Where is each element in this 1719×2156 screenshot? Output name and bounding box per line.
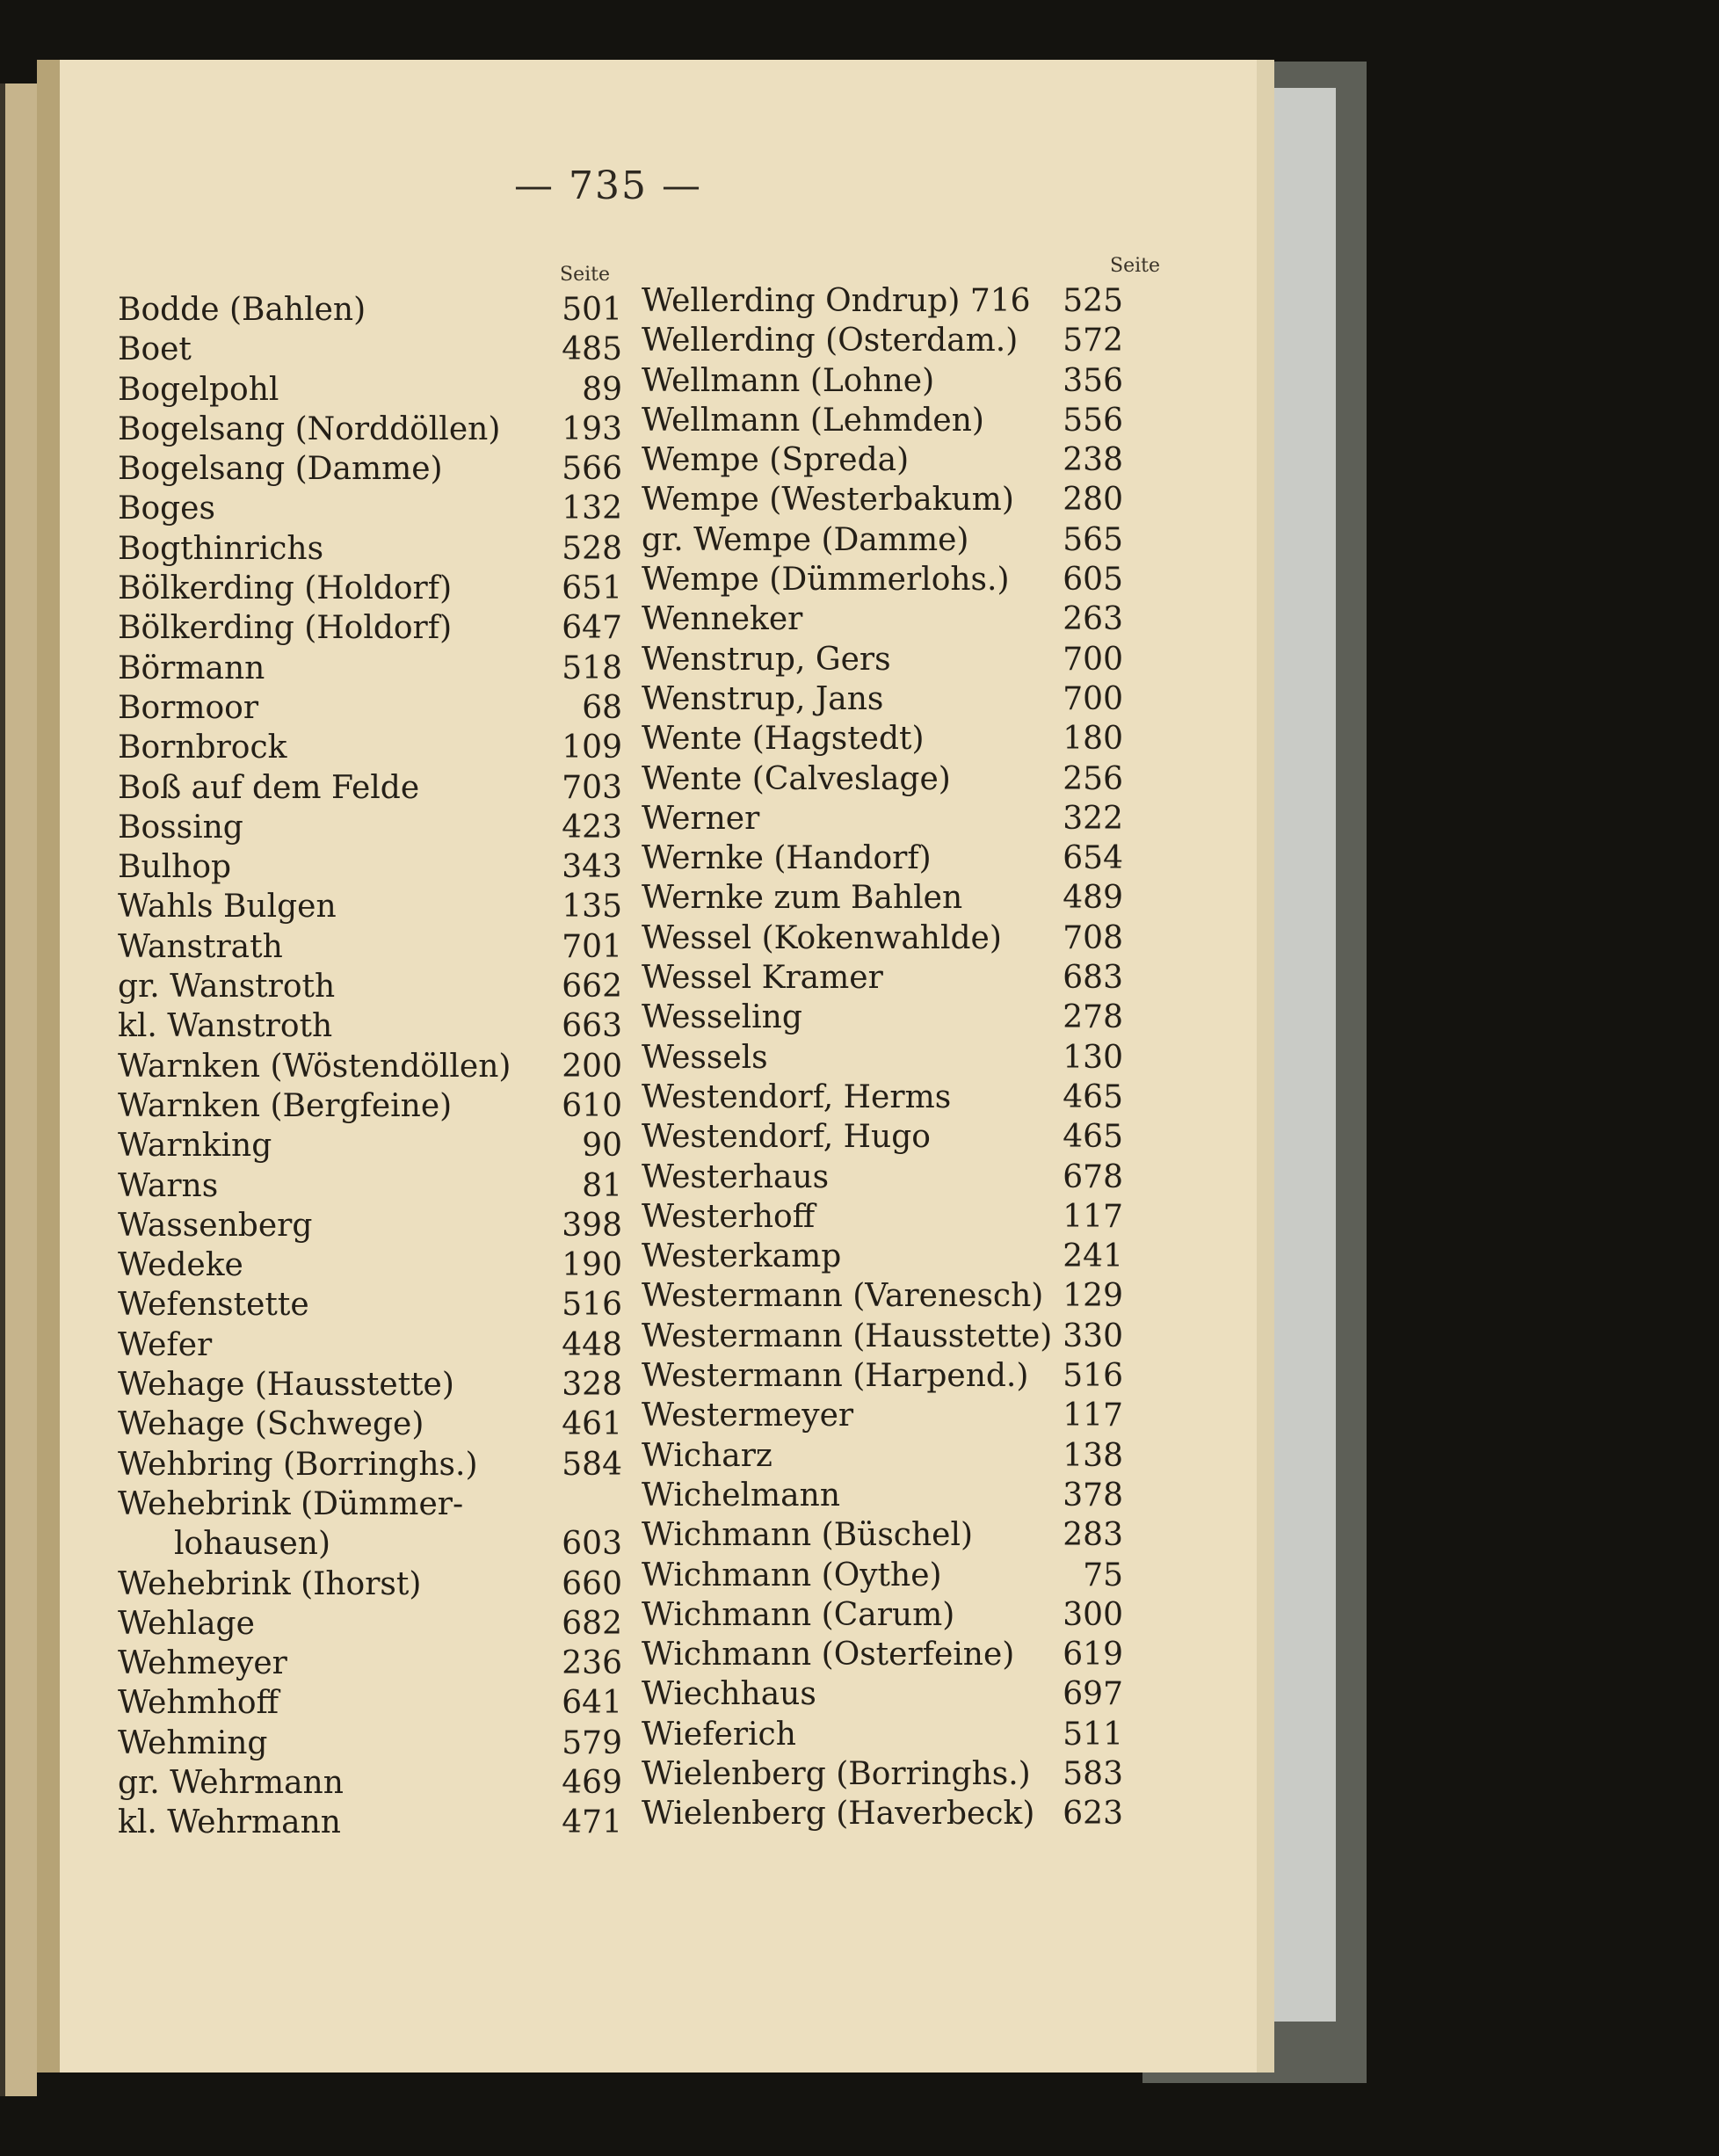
entry-page-number: 193: [562, 410, 622, 447]
entry-name: Wernke zum Bahlen: [642, 880, 963, 917]
entry-name: Wahls Bulgen: [118, 889, 337, 926]
entry-name: gr. Wehrmann: [118, 1764, 344, 1801]
entry-page-number: 605: [1063, 562, 1123, 599]
entry-page-number: 647: [562, 610, 622, 647]
index-entry: [118, 1285, 622, 1325]
entry-name: Wehmhoff: [118, 1685, 279, 1722]
index-entry: [118, 1763, 622, 1803]
entry-name: Bölkerding (Holdorf): [118, 610, 453, 647]
index-entry: [118, 489, 622, 528]
entry-name: Wehbring (Borringhs.): [118, 1446, 478, 1483]
entry-page-number: 81: [582, 1167, 622, 1204]
entry-page-number: 190: [562, 1247, 622, 1284]
entry-name: gr. Wempe (Damme): [642, 521, 969, 558]
entry-name: Wehage (Schwege): [118, 1406, 424, 1443]
index-entry: [642, 520, 1160, 560]
entry-name: Boet: [118, 331, 192, 368]
index-entry: [118, 529, 622, 569]
entry-page-number: 700: [1063, 641, 1123, 678]
entry-page-number: 662: [562, 969, 622, 1005]
entry-name: Westendorf, Hugo: [642, 1119, 931, 1156]
entry-name: Bossing: [118, 809, 243, 846]
entry-page-number: 89: [582, 371, 622, 408]
entry-page-number: 525: [1063, 283, 1123, 319]
index-entry: [642, 918, 1160, 958]
index-entry: [118, 1683, 622, 1723]
index-entry: [642, 1715, 1160, 1754]
entry-name: Wessels: [642, 1039, 768, 1076]
entry-name: kl. Wanstroth: [118, 1008, 333, 1045]
entry-name: Wehmeyer: [118, 1645, 287, 1682]
entry-page-number: 501: [562, 292, 622, 328]
index-entry: [642, 640, 1160, 679]
entry-page-number: 328: [562, 1367, 622, 1404]
index-entry: [118, 330, 622, 369]
column-heading: Seite: [1110, 255, 1160, 277]
entry-page-number: 682: [562, 1605, 622, 1642]
entry-page-number: 471: [562, 1804, 622, 1841]
entry-page-number: 241: [1063, 1238, 1123, 1275]
book-spine-edge: [0, 83, 5, 2096]
entry-page-number: 619: [1063, 1637, 1123, 1673]
index-entry: [642, 1396, 1160, 1435]
index-entry: [118, 887, 622, 926]
entry-page-number: 135: [562, 889, 622, 926]
entry-page-number: 129: [1063, 1278, 1123, 1315]
previous-page-edge: [0, 83, 37, 2096]
index-entry: [118, 410, 622, 449]
entry-page-number: 256: [1063, 760, 1123, 797]
index-column-left: [118, 264, 622, 1843]
entry-name: Wicharz: [642, 1437, 772, 1474]
index-column-right: [642, 255, 1160, 1834]
index-entry: [642, 1556, 1160, 1595]
index-entry: [118, 1604, 622, 1644]
index-entry: [642, 1197, 1160, 1237]
entry-page-number: 200: [562, 1048, 622, 1085]
entry-name: Wesseling: [642, 999, 802, 1036]
page-edge-shade: [1257, 60, 1274, 2073]
index-entry: [642, 1078, 1160, 1117]
entry-name: Westermeyer: [642, 1397, 854, 1434]
index-entry: [118, 370, 622, 410]
entry-name: Bölkerding (Holdorf): [118, 570, 453, 607]
entry-page-number: 516: [562, 1287, 622, 1324]
entry-page-number: 610: [562, 1087, 622, 1124]
index-entry: [642, 440, 1160, 480]
entry-page-number: 528: [562, 530, 622, 567]
index-entry: [642, 1754, 1160, 1794]
entry-name: Wenneker: [642, 601, 803, 638]
entry-name: Wanstrath: [118, 928, 283, 965]
entry-name: Warnken (Bergfeine): [118, 1087, 453, 1124]
entry-name: Westermann (Harpend.): [642, 1358, 1029, 1395]
entry-name: Wedeke: [118, 1247, 243, 1284]
index-entry: [118, 1803, 622, 1842]
entry-page-number: 283: [1063, 1517, 1123, 1554]
entry-page-number: 697: [1063, 1676, 1123, 1713]
entry-name: lohausen): [174, 1526, 331, 1563]
index-entry: [642, 1038, 1160, 1078]
entry-name: Wichmann (Carum): [642, 1596, 955, 1633]
entry-page-number: 138: [1063, 1437, 1123, 1474]
entry-page-number: 378: [1063, 1477, 1123, 1514]
entry-page-number: 280: [1063, 482, 1123, 519]
entry-name: Bogelpohl: [118, 371, 279, 408]
entry-page-number: 678: [1063, 1158, 1123, 1195]
index-entry: [642, 759, 1160, 799]
index-entry: [642, 1674, 1160, 1714]
index-entry: [118, 967, 622, 1006]
entry-page-number: 603: [562, 1526, 622, 1563]
entry-name: gr. Wanstroth: [118, 969, 336, 1005]
entry-name: Wichmann (Büschel): [642, 1517, 974, 1554]
entry-page-number: 109: [562, 730, 622, 766]
entry-name: Wenstrup, Jans: [642, 680, 884, 717]
index-entry: [118, 1365, 622, 1405]
entry-page-number: 641: [562, 1685, 622, 1722]
index-entry: [642, 1515, 1160, 1555]
index-entry: [118, 290, 622, 330]
index-entry: [118, 1206, 622, 1245]
entry-page-number: 566: [562, 451, 622, 488]
entry-name: Westermann (Hausstette): [642, 1318, 1053, 1354]
entry-name: Westerhaus: [642, 1158, 830, 1195]
entry-name: Boges: [118, 490, 215, 527]
index-entry: [642, 1476, 1160, 1515]
entry-name: Wellerding Ondrup) 716: [642, 283, 1031, 319]
index-entry: [642, 361, 1160, 401]
entry-page-number: 236: [562, 1645, 622, 1682]
entry-page-number: 322: [1063, 800, 1123, 837]
entry-name: Wielenberg (Haverbeck): [642, 1796, 1035, 1833]
entry-name: Wempe (Spreda): [642, 442, 910, 479]
entry-name: Bogthinrichs: [118, 530, 324, 567]
entry-name: Bormoor: [118, 689, 259, 726]
index-entry: [118, 608, 622, 648]
index-entry: [118, 649, 622, 688]
entry-name: Boß auf dem Felde: [118, 769, 420, 806]
entry-name: Wernke (Handorf): [642, 840, 932, 877]
index-entry: [642, 958, 1160, 998]
index-entry: [118, 1724, 622, 1763]
entry-page-number: 708: [1063, 919, 1123, 956]
entry-name: Wehebrink (Ihorst): [118, 1565, 422, 1602]
index-entry: [642, 838, 1160, 878]
entry-page-number: 117: [1063, 1198, 1123, 1235]
entry-page-number: 75: [1083, 1557, 1123, 1593]
entry-page-number: 130: [1063, 1039, 1123, 1076]
entry-page-number: 132: [562, 490, 622, 527]
index-entry: [642, 878, 1160, 918]
entry-page-number: 683: [1063, 960, 1123, 997]
entry-name: Wessel Kramer: [642, 960, 883, 997]
entry-page-number: 330: [1063, 1318, 1123, 1354]
entry-name: Bodde (Bahlen): [118, 292, 366, 328]
entry-name: Warns: [118, 1167, 219, 1204]
entry-page-number: 623: [1063, 1796, 1123, 1833]
entry-page-number: 660: [562, 1565, 622, 1602]
index-entry: [118, 1564, 622, 1604]
index-entry: [118, 1086, 622, 1126]
index-entry: [118, 688, 622, 728]
index-entry: [642, 1595, 1160, 1635]
entry-name: Wichmann (Oythe): [642, 1557, 942, 1593]
index-entry: [118, 1047, 622, 1086]
entry-name: Wenstrup, Gers: [642, 641, 891, 678]
entry-page-number: 465: [1063, 1078, 1123, 1115]
index-entry: [642, 281, 1160, 321]
entry-page-number: 700: [1063, 680, 1123, 717]
index-entry: [118, 808, 622, 847]
entry-name: Wieferich: [642, 1716, 796, 1753]
index-entry: [118, 847, 622, 887]
entry-name: Wellerding (Osterdam.): [642, 323, 1019, 359]
index-entry: [118, 1325, 622, 1365]
column-heading: Seite: [560, 264, 610, 286]
index-entry: [642, 719, 1160, 759]
entry-page-number: 701: [562, 928, 622, 965]
entry-name: Wehage (Hausstette): [118, 1367, 454, 1404]
entry-page-number: 469: [562, 1764, 622, 1801]
entry-name: Wehming: [118, 1724, 268, 1761]
entry-page-number: 117: [1063, 1397, 1123, 1434]
index-entry: [642, 799, 1160, 838]
index-entry: [642, 1436, 1160, 1476]
index-entry: [118, 927, 622, 967]
index-entry: [642, 1635, 1160, 1674]
index-entry: [642, 560, 1160, 599]
entry-name: Wellmann (Lehmden): [642, 402, 984, 439]
entry-page-number: 461: [562, 1406, 622, 1443]
index-entry: [642, 599, 1160, 639]
entry-name: Bornbrock: [118, 730, 287, 766]
entry-name: Warnking: [118, 1128, 272, 1165]
index-entry: [118, 1445, 622, 1485]
entry-name: Wichmann (Osterfeine): [642, 1637, 1015, 1673]
index-entry: [118, 569, 622, 608]
entry-page-number: 584: [562, 1446, 622, 1483]
index-entry: [118, 1126, 622, 1165]
index-entry: [118, 449, 622, 489]
entry-page-number: 583: [1063, 1755, 1123, 1792]
entry-name: Wehebrink (Dümmer-: [118, 1485, 464, 1522]
entry-page-number: 651: [562, 570, 622, 607]
entry-name: Westendorf, Herms: [642, 1078, 952, 1115]
entry-page-number: 423: [562, 809, 622, 846]
index-entry: [642, 1276, 1160, 1316]
index-entry: [642, 1317, 1160, 1356]
entry-page-number: 556: [1063, 402, 1123, 439]
index-entry: [642, 1356, 1160, 1396]
entry-page-number: 300: [1063, 1596, 1123, 1633]
entry-page-number: 663: [562, 1008, 622, 1045]
entry-name: Warnken (Wöstendöllen): [118, 1048, 511, 1085]
index-entry: [118, 1166, 622, 1206]
index-entry: [642, 998, 1160, 1037]
entry-page-number: 511: [1063, 1716, 1123, 1753]
index-entry: [118, 768, 622, 808]
entry-page-number: 485: [562, 331, 622, 368]
entry-page-number: 489: [1063, 880, 1123, 917]
entry-page-number: 398: [562, 1207, 622, 1244]
entry-page-number: 448: [562, 1326, 622, 1363]
entry-name: Bogelsang (Damme): [118, 451, 443, 488]
index-entry: [118, 1485, 610, 1524]
entry-name: Wempe (Dümmerlohs.): [642, 562, 1010, 599]
entry-page-number: 343: [562, 849, 622, 886]
entry-name: Wefer: [118, 1326, 213, 1363]
entry-name: Bulhop: [118, 849, 232, 886]
entry-page-number: 465: [1063, 1119, 1123, 1156]
entry-page-number: 516: [1063, 1358, 1123, 1395]
entry-name: Werner: [642, 800, 760, 837]
entry-page-number: 565: [1063, 521, 1123, 558]
entry-name: Wefenstette: [118, 1287, 309, 1324]
index-entry: [118, 1245, 622, 1285]
entry-name: Westerkamp: [642, 1238, 842, 1275]
entry-page-number: 180: [1063, 721, 1123, 758]
entry-name: Westerhoff: [642, 1198, 816, 1235]
index-entry: [118, 1644, 622, 1683]
entry-name: Bogelsang (Norddöllen): [118, 410, 501, 447]
entry-page-number: 572: [1063, 323, 1123, 359]
entry-page-number: 703: [562, 769, 622, 806]
index-entry: [642, 679, 1160, 719]
entry-page-number: 68: [582, 689, 622, 726]
entry-page-number: 518: [562, 650, 622, 686]
entry-name: Wessel (Kokenwahlde): [642, 919, 1002, 956]
entry-page-number: 263: [1063, 601, 1123, 638]
index-entry: [118, 1006, 622, 1046]
entry-page-number: 90: [582, 1128, 622, 1165]
index-entry: [642, 1158, 1160, 1197]
entry-page-number: 238: [1063, 442, 1123, 479]
entry-name: Wielenberg (Borringhs.): [642, 1755, 1031, 1792]
book-page: [37, 60, 1274, 2073]
entry-name: kl. Wehrmann: [118, 1804, 341, 1841]
index-entry: [118, 1405, 622, 1444]
index-entry: [118, 1524, 622, 1564]
index-entry: [642, 321, 1160, 360]
index-entry: [642, 480, 1160, 519]
entry-page-number: 654: [1063, 840, 1123, 877]
index-entry: [118, 728, 622, 767]
entry-name: Wiechhaus: [642, 1676, 816, 1713]
entry-page-number: 356: [1063, 362, 1123, 399]
index-entry: [642, 1237, 1160, 1276]
index-entry: [642, 401, 1160, 440]
index-entry: [642, 1794, 1160, 1833]
entry-name: Westermann (Varenesch): [642, 1278, 1044, 1315]
entry-name: Wehlage: [118, 1605, 255, 1642]
entry-name: Wassenberg: [118, 1207, 313, 1244]
page-number-header: — 735 —: [514, 163, 702, 208]
entry-name: Wellmann (Lohne): [642, 362, 935, 399]
entry-name: Börmann: [118, 650, 265, 686]
entry-name: Wente (Hagstedt): [642, 721, 925, 758]
entry-name: Wente (Calveslage): [642, 760, 951, 797]
index-entry: [642, 1117, 1160, 1157]
entry-page-number: 278: [1063, 999, 1123, 1036]
entry-page-number: 579: [562, 1724, 622, 1761]
entry-name: Wichelmann: [642, 1477, 841, 1514]
page-gutter: [37, 60, 60, 2073]
entry-name: Wempe (Westerbakum): [642, 482, 1014, 519]
